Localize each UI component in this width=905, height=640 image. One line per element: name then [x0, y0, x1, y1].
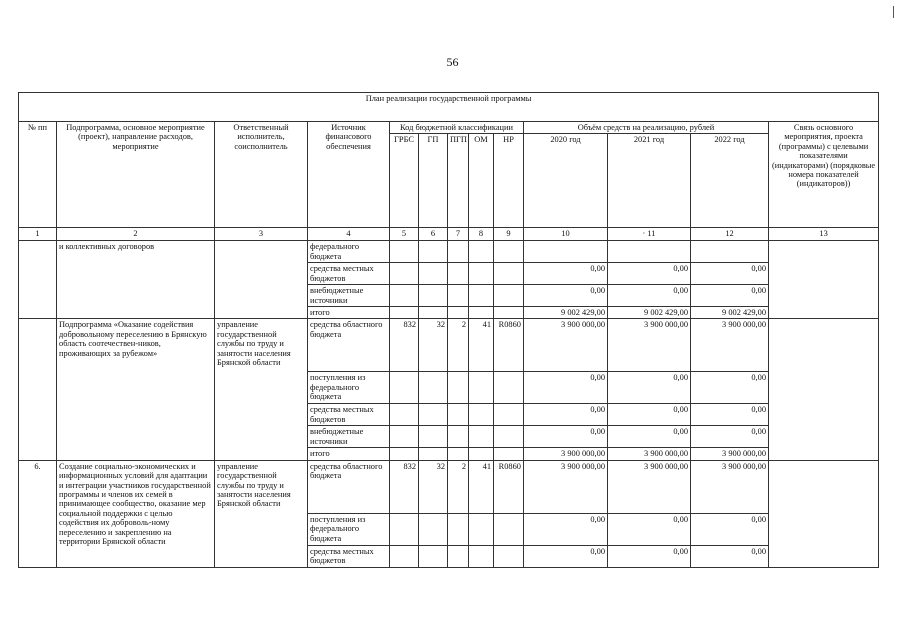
table-title: План реализации государственной программы	[19, 93, 879, 122]
value-2021	[608, 241, 691, 263]
source-cell: средства местных бюджетов	[308, 545, 390, 567]
block1-name: и коллективных договоров	[57, 241, 215, 319]
value-2020: 0,00	[524, 285, 608, 307]
value-2022: 3 900 000,00	[691, 319, 769, 372]
row-num-cell: 6.	[19, 460, 57, 567]
col-number: 2	[57, 228, 215, 241]
plan-table	[18, 92, 879, 568]
table-row	[19, 460, 879, 513]
page-number: 56	[446, 55, 459, 69]
om-cell: 41	[469, 319, 494, 372]
header-pgp: ПГП	[448, 134, 469, 228]
table-row	[19, 319, 879, 372]
header-gp: ГП	[419, 134, 448, 228]
grbs-cell: 832	[390, 460, 419, 513]
pgp-cell: 2	[448, 460, 469, 513]
value-2021: 0,00	[608, 285, 691, 307]
source-cell: средства местных бюджетов	[308, 263, 390, 285]
value-2021: 3 900 000,00	[608, 460, 691, 513]
value-2021: 3 900 000,00	[608, 319, 691, 372]
link-cell	[769, 319, 879, 460]
value-2022: 0,00	[691, 545, 769, 567]
block1-executor-cell	[215, 241, 308, 319]
value-2021: 0,00	[608, 545, 691, 567]
header-budget-code: Код бюджетной классификации	[390, 122, 524, 134]
value-2020: 0,00	[524, 404, 608, 426]
value-2022: 0,00	[691, 285, 769, 307]
grbs-cell: 832	[390, 319, 419, 372]
value-2022: 3 900 000,00	[691, 460, 769, 513]
col-number: 12	[691, 228, 769, 241]
value-2022: 0,00	[691, 372, 769, 404]
value-2021: 0,00	[608, 372, 691, 404]
header-2020: 2020 год	[524, 134, 608, 228]
source-cell: внебюджетные источники	[308, 426, 390, 448]
value-2022	[691, 241, 769, 263]
value-2020: 0,00	[524, 513, 608, 545]
value-2022: 9 002 429,00	[691, 307, 769, 319]
col-number: 8	[469, 228, 494, 241]
value-2021: 0,00	[608, 426, 691, 448]
col-number: 9	[494, 228, 524, 241]
value-2021: 0,00	[608, 404, 691, 426]
header-subprogram: Подпрограмма, основное мероприятие (проект), направление расходов, мероприятие	[57, 122, 215, 228]
header-num: № пп	[19, 122, 57, 228]
value-2020: 9 002 429,00	[524, 307, 608, 319]
value-2021: 0,00	[608, 263, 691, 285]
source-cell: итого	[308, 448, 390, 460]
np-cell: R0860	[494, 319, 524, 372]
header-link: Связь основного мероприятия, проекта (программы) с целевыми показателями (индикаторами) (порядковые номера показателей (индикаторов))	[769, 122, 879, 228]
np-cell: R0860	[494, 460, 524, 513]
header-source: Источник финансового обеспечения	[308, 122, 390, 228]
col-number: 5	[390, 228, 419, 241]
source-cell: поступления из федерального бюджета	[308, 372, 390, 404]
pgp-cell: 2	[448, 319, 469, 372]
value-2020	[524, 241, 608, 263]
value-2022: 0,00	[691, 426, 769, 448]
source-cell: средства местных бюджетов	[308, 404, 390, 426]
value-2022: 0,00	[691, 263, 769, 285]
col-number: 1	[19, 228, 57, 241]
value-2020: 0,00	[524, 263, 608, 285]
source-cell: средства областного бюджета	[308, 460, 390, 513]
value-2021: 9 002 429,00	[608, 307, 691, 319]
value-2020: 3 900 000,00	[524, 460, 608, 513]
source-cell: внебюджетные источники	[308, 285, 390, 307]
block3-name: Создание социально-экономических и информационных условий для адаптации и интеграции участников государственной программы и членов их семей в принимающее сообщество, оказание мер социальной поддержки с целью содействия их доброволь-ному переселению и закреплению на территории Брянской области	[57, 460, 215, 567]
value-2020: 0,00	[524, 545, 608, 567]
source-cell: федерального бюджета	[308, 241, 390, 263]
header-om: ОМ	[469, 134, 494, 228]
header-grbs: ГРБС	[390, 134, 419, 228]
table-row	[19, 241, 879, 263]
row-num-cell	[19, 319, 57, 460]
header-volume: Объём средств на реализацию, рублей	[524, 122, 769, 134]
header-2021: 2021 год	[608, 134, 691, 228]
header-np: НР	[494, 134, 524, 228]
col-number: 6	[419, 228, 448, 241]
row-num-cell	[19, 241, 57, 319]
col-number: 7	[448, 228, 469, 241]
gp-cell: 32	[419, 460, 448, 513]
value-2022: 3 900 000,00	[691, 448, 769, 460]
value-2021: 3 900 000,00	[608, 448, 691, 460]
block3-executor: управление государственной службы по труду и занятости населения Брянской области	[215, 460, 308, 567]
header-2022: 2022 год	[691, 134, 769, 228]
value-2020: 0,00	[524, 372, 608, 404]
value-2020: 3 900 000,00	[524, 319, 608, 372]
value-2020: 3 900 000,00	[524, 448, 608, 460]
block2-executor: управление государственной службы по труду и занятости населения Брянской области	[215, 319, 308, 460]
link-cell	[769, 241, 879, 319]
source-cell: поступления из федерального бюджета	[308, 513, 390, 545]
gp-cell: 32	[419, 319, 448, 372]
page-edge-mark	[893, 6, 894, 18]
value-2022: 0,00	[691, 513, 769, 545]
source-cell: итого	[308, 307, 390, 319]
col-number: · 11	[608, 228, 691, 241]
link-cell	[769, 460, 879, 567]
col-number: 10	[524, 228, 608, 241]
value-2020: 0,00	[524, 426, 608, 448]
header-executor: Ответственный исполнитель, соисполнитель	[215, 122, 308, 228]
om-cell: 41	[469, 460, 494, 513]
col-number: 13	[769, 228, 879, 241]
value-2022: 0,00	[691, 404, 769, 426]
col-number: 3	[215, 228, 308, 241]
block2-name: Подпрограмма «Оказание содействия добровольному переселению в Брянскую область соотечествен-ников, проживающих за рубежом»	[57, 319, 215, 460]
col-number: 4	[308, 228, 390, 241]
value-2021: 0,00	[608, 513, 691, 545]
source-cell: средства областного бюджета	[308, 319, 390, 372]
column-number-row	[19, 228, 879, 241]
